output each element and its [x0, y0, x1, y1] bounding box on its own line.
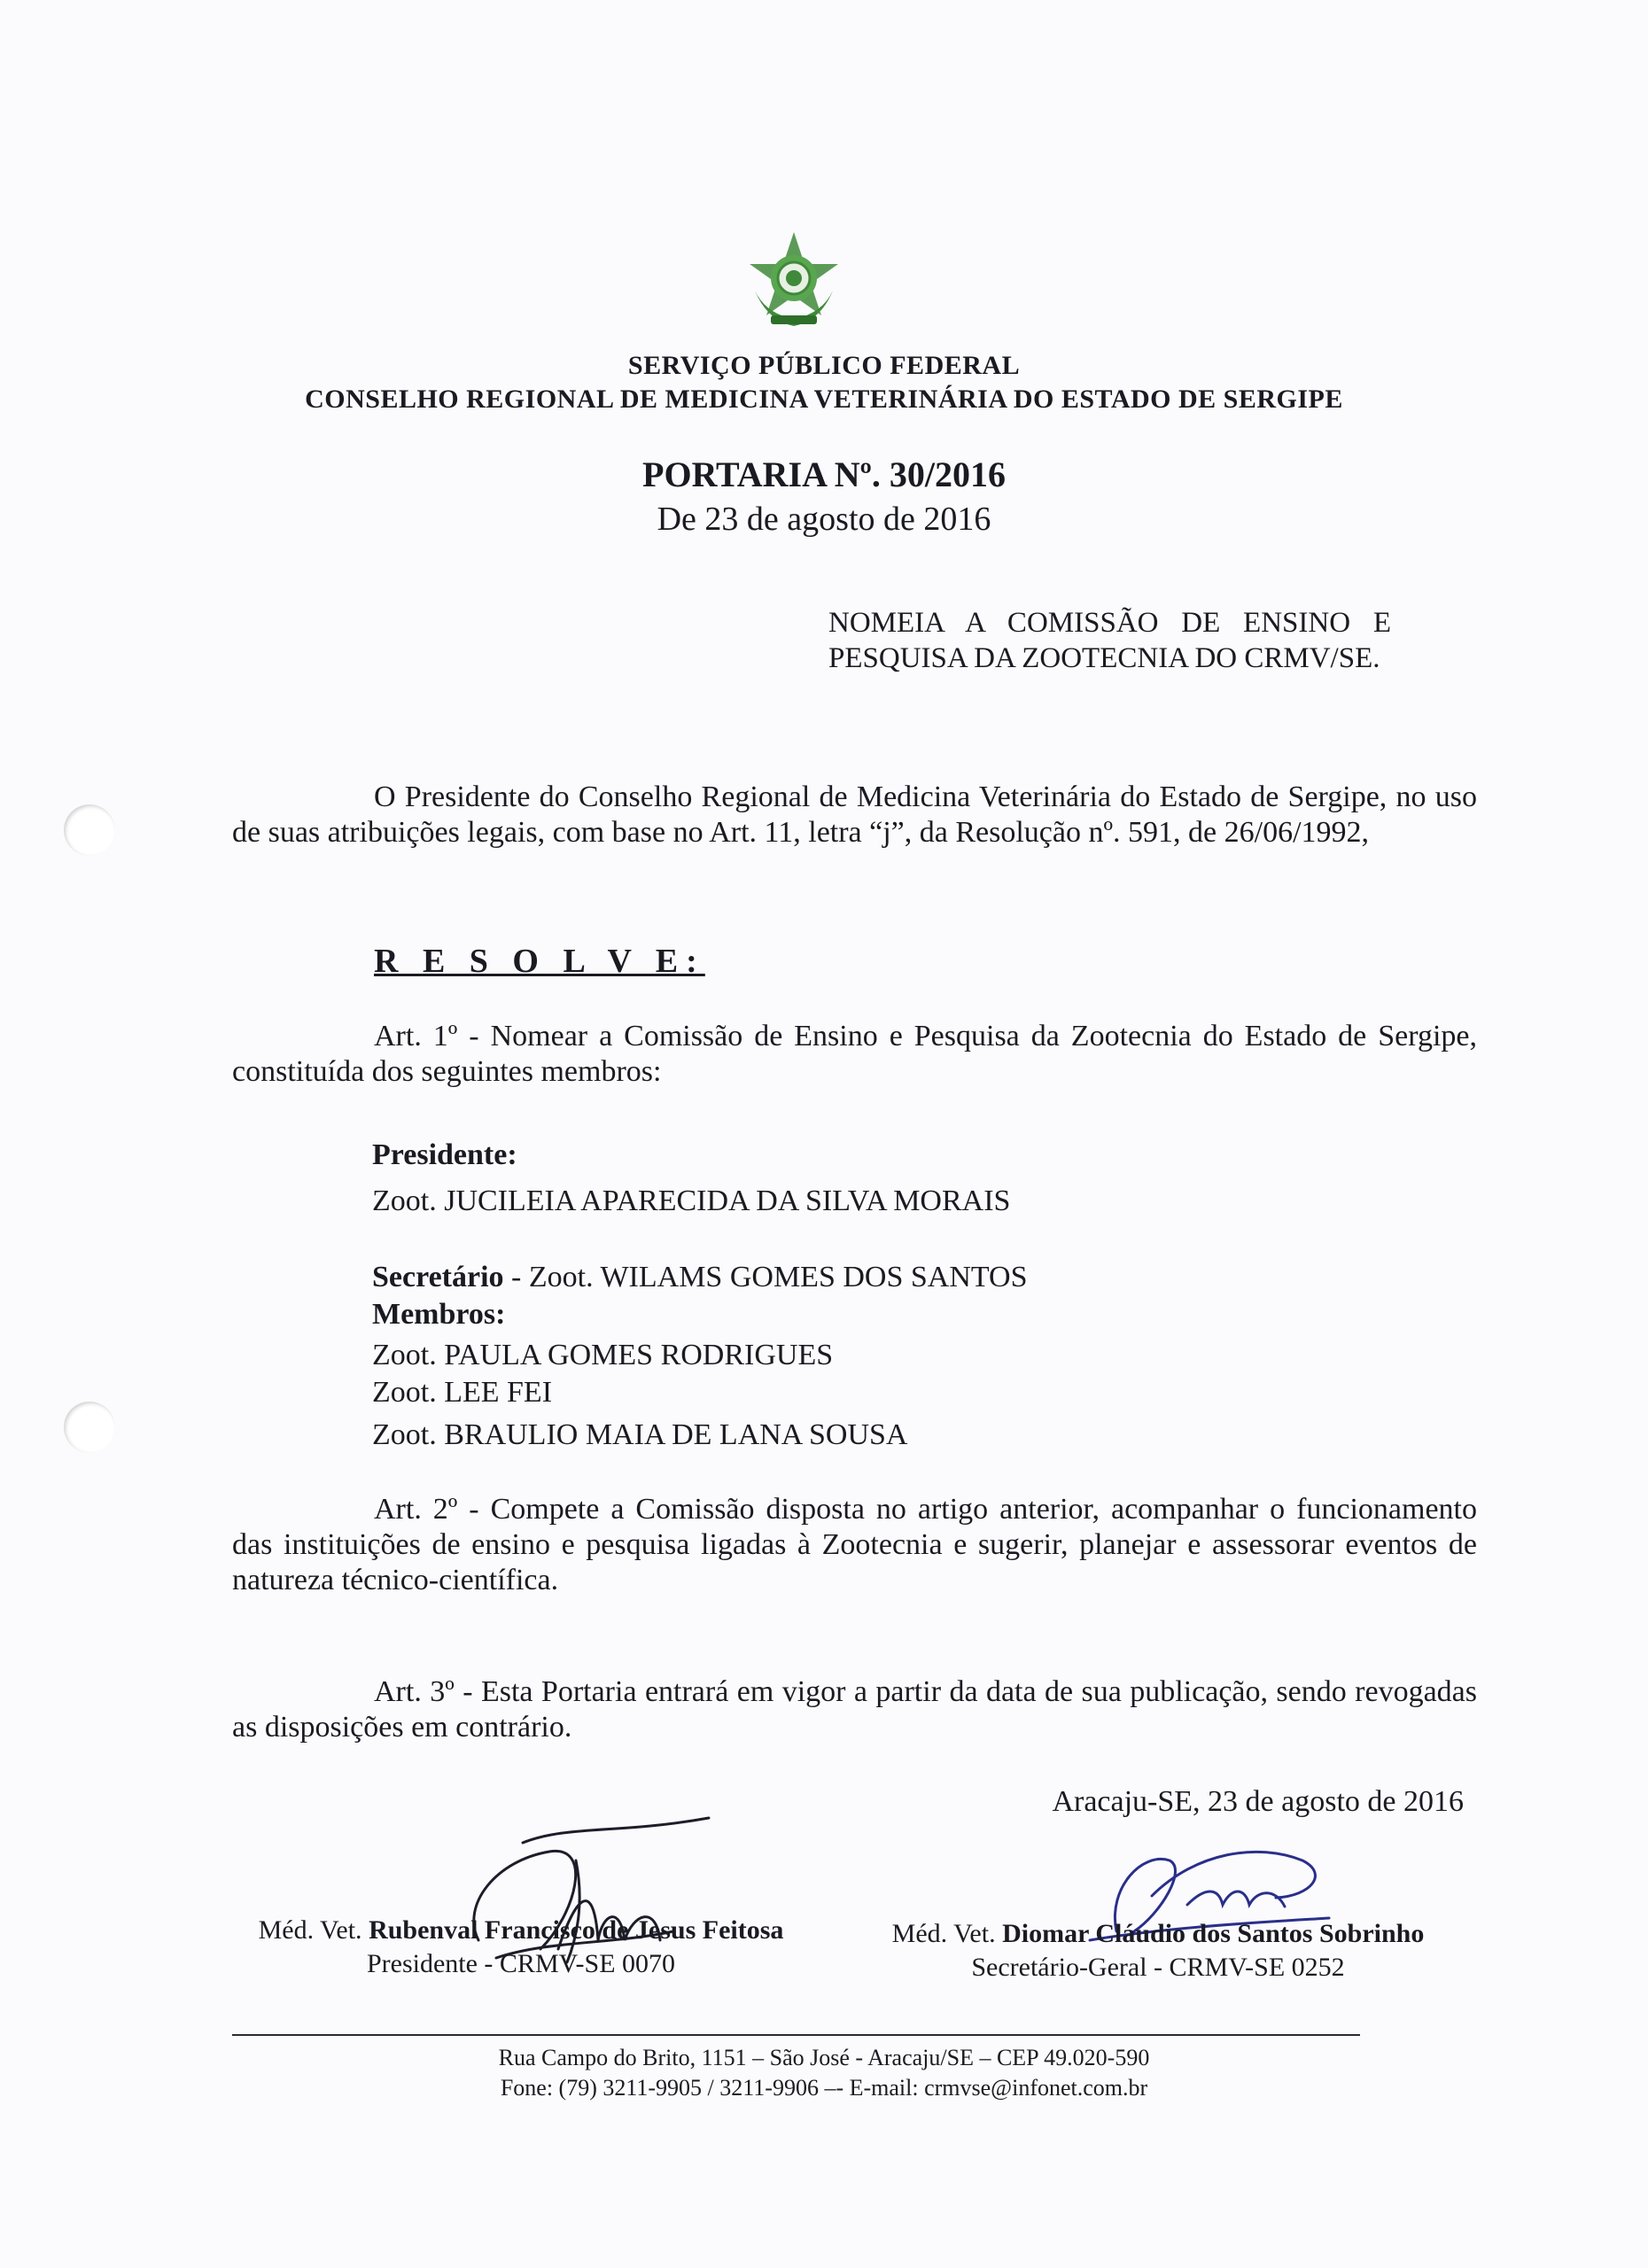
member-item: Zoot. PAULA GOMES RODRIGUES [372, 1339, 834, 1371]
member-item: Zoot. LEE FEI [372, 1376, 553, 1409]
place-date: Aracaju-SE, 23 de agosto de 2016 [1052, 1785, 1464, 1818]
signatory-prefix: Méd. Vet. [891, 1919, 1003, 1948]
portaria-date: De 23 de agosto de 2016 [657, 501, 991, 538]
president-name: Zoot. JUCILEIA APARECIDA DA SILVA MORAIS [372, 1184, 1011, 1217]
coat-of-arms-icon [741, 229, 847, 335]
article-2: Art. 2º - Compete a Comissão disposta no artigo anterior, acompanhar o funcionamento das instituições de ensino e pesquisa ligadas à Zootecnia e sugerir, planejar e assessorar eventos de natureza técnico-científica. [232, 1493, 1477, 1596]
signatory-name: Diomar Cláudio dos Santos Sobrinho [1002, 1919, 1425, 1948]
signatory-role: Secretário-Geral - CRMV-SE 0252 [971, 1953, 1345, 1982]
portaria-number: PORTARIA Nº. 30/2016 [642, 454, 1006, 494]
member-item: Zoot. BRAULIO MAIA DE LANA SOUSA [372, 1418, 908, 1451]
signatory-secretary [852, 1917, 1464, 1984]
signatory-name-line [852, 1917, 1464, 1951]
punch-hole-bottom [64, 1402, 115, 1453]
article-1: Art. 1º - Nomear a Comissão de Ensino e Pesquisa da Zootecnia do Estado de Sergipe, constituída dos seguintes membros: [232, 1020, 1477, 1088]
punch-hole-top [64, 804, 115, 856]
header-service: SERVIÇO PÚBLICO FEDERAL [627, 351, 1021, 380]
header-council: CONSELHO REGIONAL DE MEDICINA VETERINÁRIA DO ESTADO DE SERGIPE [305, 384, 1343, 414]
article-3: Art. 3º - Esta Portaria entrará em vigor a partir da data de sua publicação, sendo revogadas as disposições em contrário. [232, 1675, 1477, 1744]
footer-address: Rua Campo do Brito, 1151 – São José - Aracaju/SE – CEP 49.020-590 [498, 2045, 1150, 2070]
signatory-name-line [220, 1914, 822, 1947]
footer-contact: Fone: (79) 3211-9905 / 3211-9906 –- E-mail: crmvse@infonet.com.br [500, 2075, 1148, 2101]
signatory-role: Presidente - CRMV-SE 0070 [366, 1949, 676, 1978]
secretary-label: Secretário [372, 1261, 504, 1293]
signatory-name: Rubenval Francisco de Jesus Feitosa [369, 1915, 784, 1945]
signatory-president [220, 1914, 822, 1981]
secretary-name: - Zoot. WILAMS GOMES DOS SANTOS [503, 1261, 1028, 1293]
president-label: Presidente: [372, 1138, 517, 1171]
footer-divider [232, 2034, 1360, 2036]
resolve-heading: R E S O L V E: [374, 943, 705, 980]
members-label: Membros: [372, 1298, 506, 1331]
secretary-line [372, 1260, 1028, 1295]
preamble: O Presidente do Conselho Regional de Medicina Veterinária do Estado de Sergipe, no uso de suas atribuições legais, com base no Art. 11, letra “j”, da Resolução nº. 591, de 26/06/1992, [232, 781, 1477, 849]
ementa: NOMEIA A COMISSÃO DE ENSINO E PESQUISA DA ZOOTECNIA DO CRMV/SE. [828, 607, 1391, 674]
signatory-prefix: Méd. Vet. [258, 1915, 369, 1945]
